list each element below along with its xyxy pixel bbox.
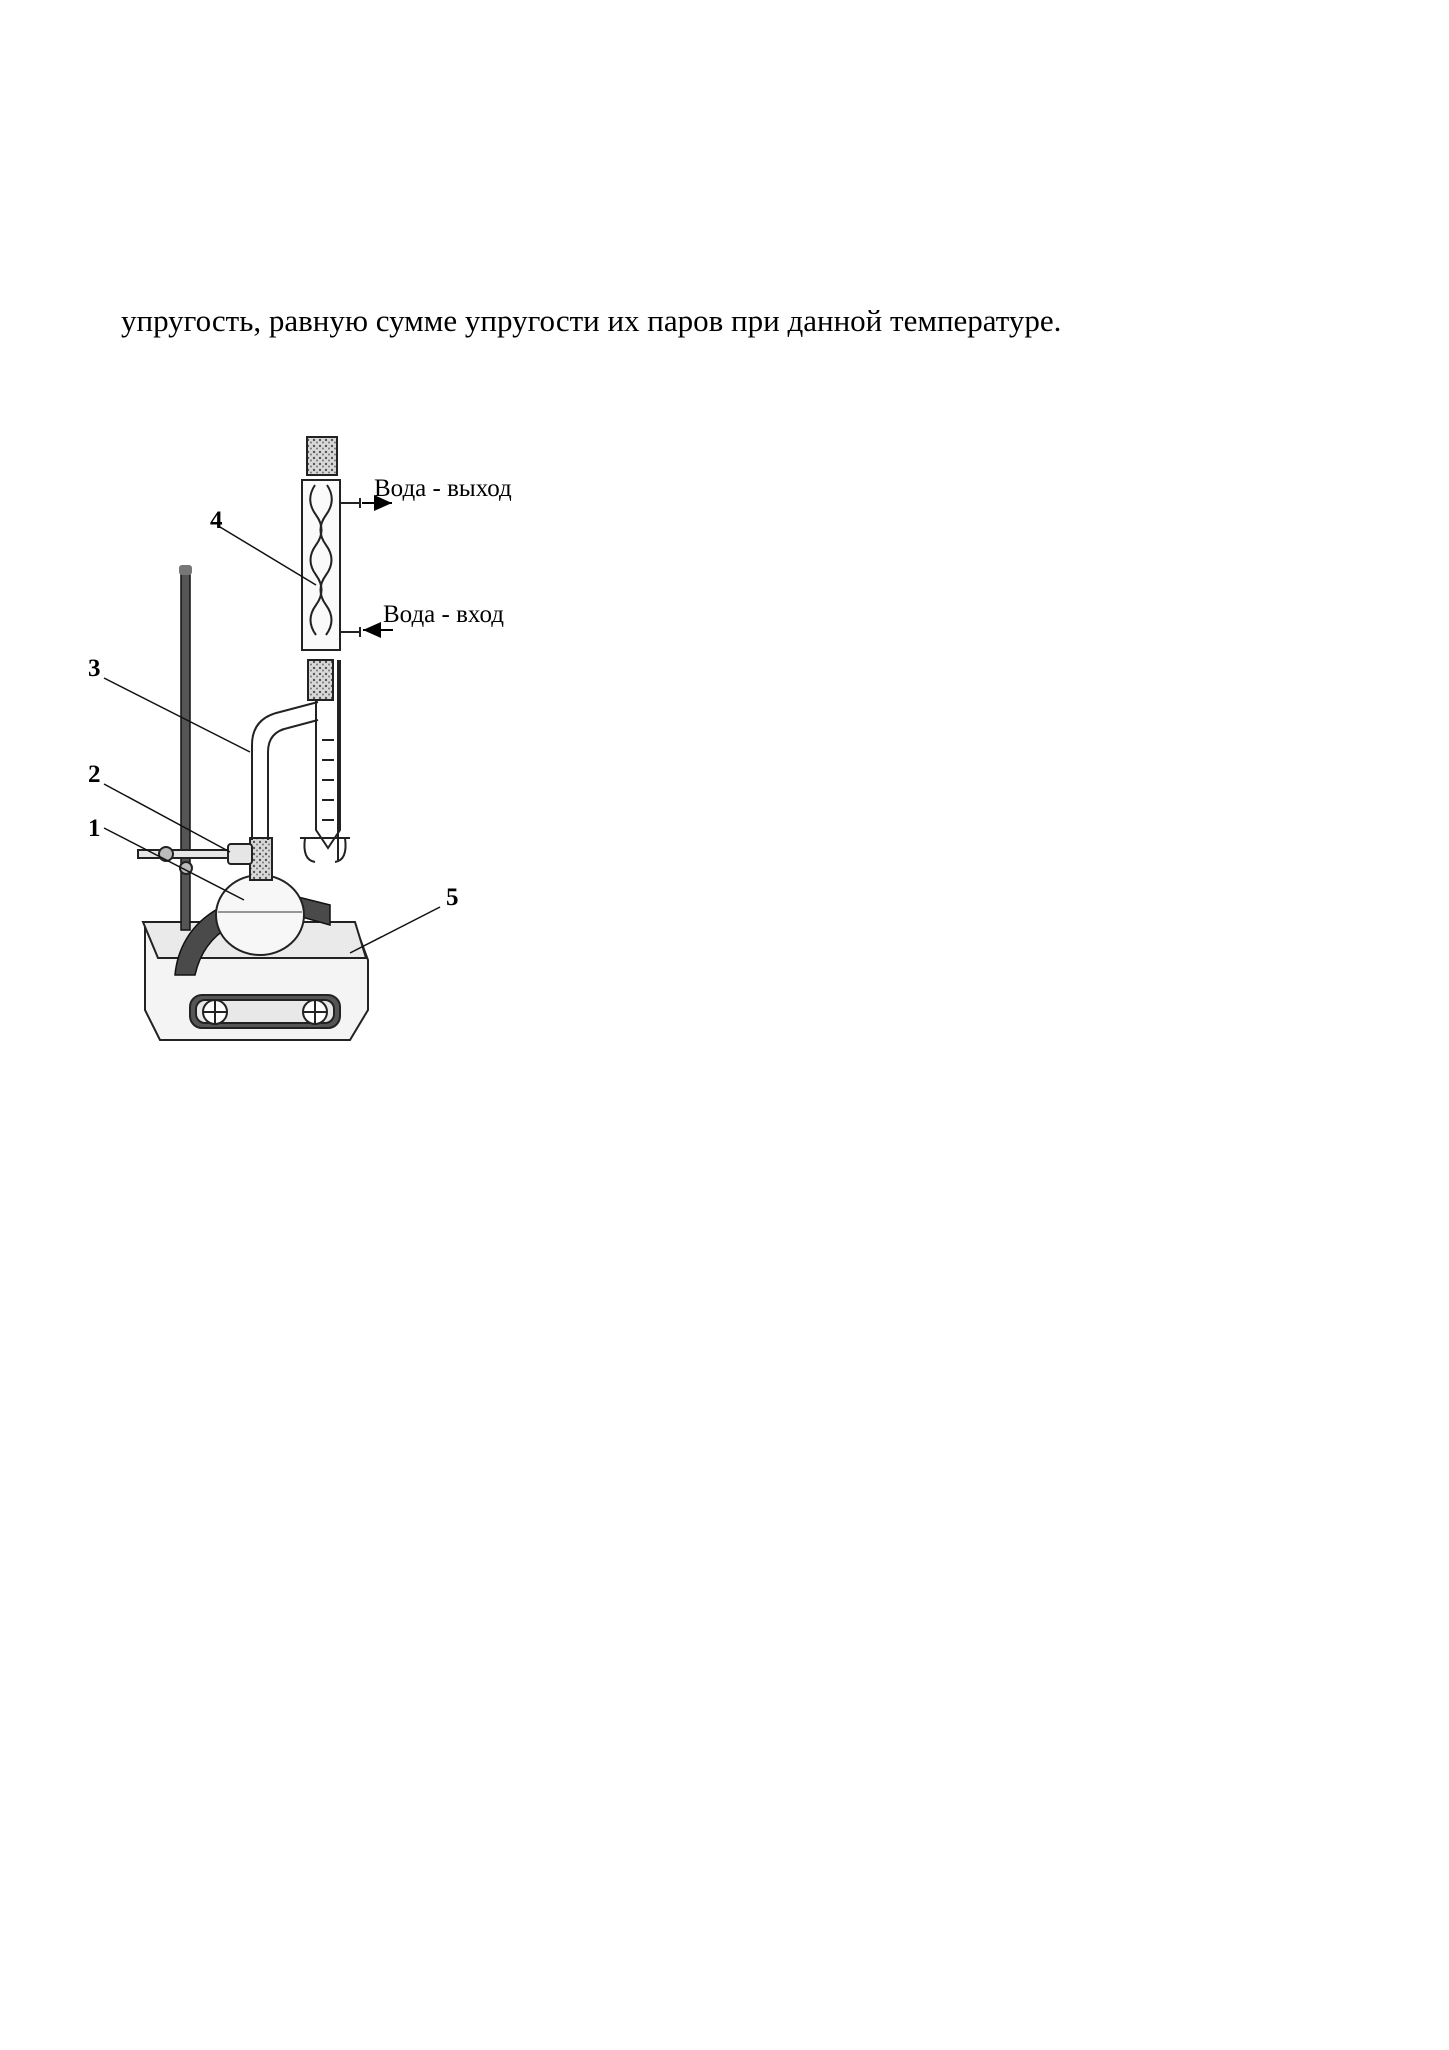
marker-2: 2 — [88, 761, 101, 788]
dean-stark-trap — [252, 660, 350, 862]
water-in-label: Вода - вход — [383, 601, 504, 628]
marker-3: 3 — [88, 655, 101, 682]
clamp — [138, 844, 252, 874]
water-out-label: Вода - выход — [374, 475, 512, 502]
stand-rod — [179, 565, 192, 930]
marker-1: 1 — [88, 815, 101, 842]
marker-4: 4 — [210, 507, 223, 534]
body-text-line: упругость, равную сумме упругости их паров при данной температуре. — [121, 303, 1062, 338]
reflux-condenser — [302, 437, 360, 650]
marker-5: 5 — [446, 884, 459, 911]
